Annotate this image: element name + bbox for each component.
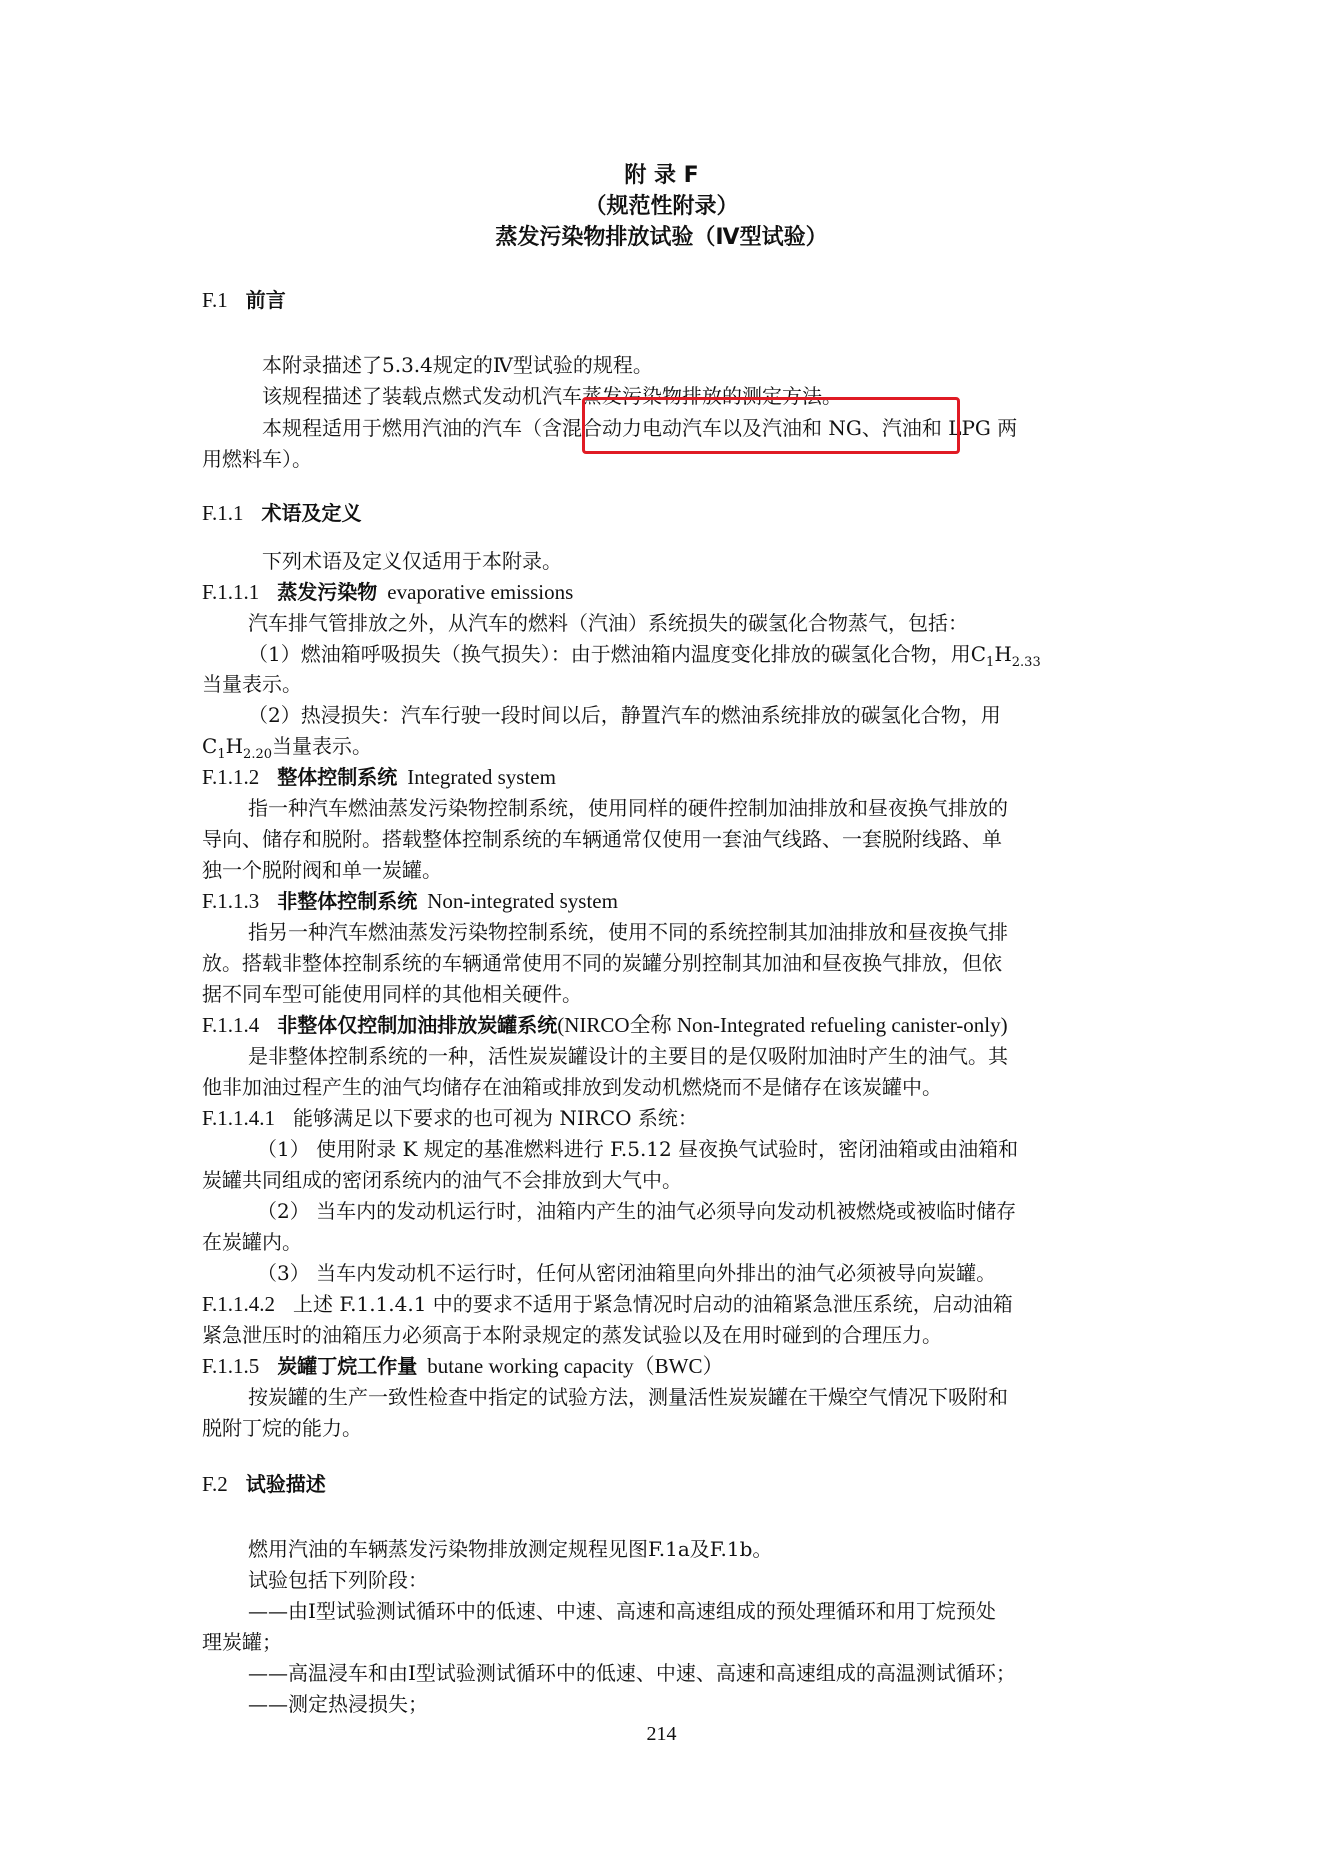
paragraph-line: 试验包括下列阶段： [248, 1568, 428, 1592]
term-f112 [202, 763, 556, 791]
appendix-subject: 蒸发污染物排放试验（Ⅳ型试验） [495, 225, 828, 250]
paragraph-line: 是非整体控制系统的一种，活性炭炭罐设计的主要目的是仅吸附加油时产生的油气。其 [248, 1044, 1008, 1068]
section-title: 术语及定义 [261, 501, 362, 525]
paragraph-line: 脱附丁烷的能力。 [202, 1416, 362, 1440]
paragraph-line: （1）燃油箱呼吸损失（换气损失）：由于燃油箱内温度变化排放的碳氢化合物，用$C_1H_{2.33}$ [248, 642, 1041, 670]
clause-text: 上述 F.1.1.4.1 中的要求不适用于紧急情况时启动的油箱紧急泄压系统，启动油箱 [293, 1292, 1013, 1316]
appendix-normative-label: （规范性附录） [584, 194, 739, 219]
term-number: F.1.1.3 [202, 889, 260, 913]
section-title: 试验描述 [245, 1472, 326, 1496]
paragraph-line: 本附录描述了5.3.4规定的Ⅳ型试验的规程。 [262, 353, 653, 377]
list-item: （3） 当车内发动机不运行时，任何从密闭油箱里向外排出的油气必须被导向炭罐。 [257, 1261, 997, 1285]
section-number: F.1.1 [202, 501, 244, 525]
red-highlight-box [582, 397, 960, 454]
clause-number: F.1.1.4.1 [202, 1106, 275, 1130]
paragraph-line: 当量表示。 [202, 672, 302, 696]
clause-f1141 [202, 1104, 698, 1132]
paragraph-line: 指一种汽车燃油蒸发污染物控制系统，使用同样的硬件控制加油排放和昼夜换气排放的 [248, 796, 1008, 820]
paragraph-line: $C_1H_{2.20}$当量表示。 [202, 734, 372, 762]
paragraph-line: 放。搭载非整体控制系统的车辆通常使用不同的炭罐分别控制其加油和昼夜换气排放，但依 [202, 951, 1002, 975]
section-f2-heading [202, 1470, 326, 1498]
page-number: 214 [646, 1723, 677, 1745]
term-number: F.1.1.4 [202, 1013, 260, 1037]
paragraph-line: 下列术语及定义仅适用于本附录。 [262, 549, 562, 573]
term-number: F.1.1.2 [202, 765, 260, 789]
clause-f1142 [202, 1290, 1013, 1318]
term-f113 [202, 887, 618, 915]
term-zh: 整体控制系统 [277, 765, 398, 789]
section-f11-heading [202, 499, 362, 527]
paragraph-line: 炭罐共同组成的密闭系统内的油气不会排放到大气中。 [202, 1168, 682, 1192]
term-number: F.1.1.1 [202, 580, 260, 604]
paragraph-line: 在炭罐内。 [202, 1230, 302, 1254]
paragraph-line: 汽车排气管排放之外，从汽车的燃料（汽油）系统损失的碳氢化合物蒸气，包括： [248, 611, 968, 635]
term-f115 [202, 1352, 724, 1380]
section-number: F.1 [202, 288, 228, 312]
paragraph-line: 该规程描述了装载点燃式发动机汽车蒸发污染物排放的测定方法。 [262, 384, 842, 408]
paragraph-line: 紧急泄压时的油箱压力必须高于本附录规定的蒸发试验以及在用时碰到的合理压力。 [202, 1323, 942, 1347]
term-f114 [202, 1011, 1008, 1039]
paragraph-line: 理炭罐； [202, 1630, 282, 1654]
term-zh: 蒸发污染物 [277, 580, 378, 604]
term-zh: 非整体控制系统 [277, 889, 418, 913]
paragraph-line: 据不同车型可能使用同样的其他相关硬件。 [202, 982, 582, 1006]
term-zh: 炭罐丁烷工作量 [277, 1354, 418, 1378]
paragraph-line: 燃用汽油的车辆蒸发污染物排放测定规程见图F.1a及F.1b。 [248, 1537, 773, 1561]
section-number: F.2 [202, 1472, 228, 1496]
term-en: (NIRCO全称 Non-Integrated refueling canister-only) [557, 1013, 1008, 1037]
term-en: Integrated system [407, 765, 556, 789]
term-zh: 非整体仅控制加油排放炭罐系统 [277, 1013, 558, 1037]
list-item: （1） 使用附录 K 规定的基准燃料进行 F.5.12 昼夜换气试验时，密闭油箱或由油箱和 [257, 1137, 1019, 1161]
clause-number: F.1.1.4.2 [202, 1292, 275, 1316]
term-en: evaporative emissions [387, 580, 574, 604]
paragraph-line: （2）热浸损失：汽车行驶一段时间以后，静置汽车的燃油系统排放的碳氢化合物，用 [248, 703, 1001, 727]
paragraph-line: 指另一种汽车燃油蒸发污染物控制系统，使用不同的系统控制其加油排放和昼夜换气排 [248, 920, 1008, 944]
term-en: Non-integrated system [427, 889, 618, 913]
list-item: ——由Ⅰ型试验测试循环中的低速、中速、高速和高速组成的预处理循环和用丁烷预处 [248, 1599, 996, 1623]
section-title: 前言 [245, 288, 286, 312]
term-en: butane working capacity（BWC） [427, 1354, 724, 1378]
clause-text: 能够满足以下要求的也可视为 NIRCO 系统： [293, 1106, 698, 1130]
term-f111 [202, 578, 573, 606]
paragraph-line: 他非加油过程产生的油气均储存在油箱或排放到发动机燃烧而不是储存在该炭罐中。 [202, 1075, 942, 1099]
list-item: ——高温浸车和由Ⅰ型试验测试循环中的低速、中速、高速和高速组成的高温测试循环； [248, 1661, 1016, 1685]
appendix-heading: 附 录 F [624, 163, 699, 188]
section-f1-heading [202, 286, 286, 314]
paragraph-line: 独一个脱附阀和单一炭罐。 [202, 858, 442, 882]
term-number: F.1.1.5 [202, 1354, 260, 1378]
list-item: ——测定热浸损失； [248, 1692, 428, 1716]
paragraph-line: 导向、储存和脱附。搭载整体控制系统的车辆通常仅使用一套油气线路、一套脱附线路、单 [202, 827, 1002, 851]
appendix-title [0, 160, 1323, 253]
list-item: （2） 当车内的发动机运行时，油箱内产生的油气必须导向发动机被燃烧或被临时储存 [257, 1199, 1017, 1223]
paragraph-line: 按炭罐的生产一致性检查中指定的试验方法，测量活性炭炭罐在干燥空气情况下吸附和 [248, 1385, 1008, 1409]
paragraph-line: 本规程适用于燃用汽油的汽车（含混合动力电动汽车以及汽油和 NG、汽油和 LPG 两 [262, 416, 1018, 440]
paragraph-line: 用燃料车）。 [202, 447, 312, 471]
